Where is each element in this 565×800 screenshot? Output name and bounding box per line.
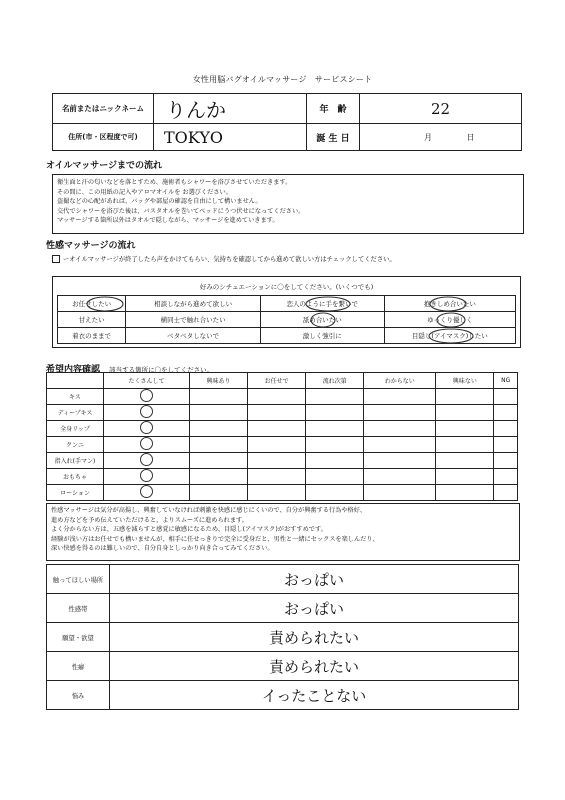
- answer-value[interactable]: おっぱい: [110, 565, 519, 594]
- consent-check-text: ーオイルマッサージが終了したら声をかけてもらい、気持ちを確認してから進めて欲しい方はチェックしてください。: [63, 256, 396, 263]
- notes-line: 経験が浅い方はお任せでも構いませんが、相手に任せっきりで完全に受身だと、男性と一緒にセックスを楽しんだり、: [51, 535, 379, 543]
- desire-cell[interactable]: [248, 452, 306, 468]
- situation-option[interactable]: 激しく強引に: [260, 328, 384, 344]
- desire-cell[interactable]: [104, 404, 190, 420]
- desire-cell[interactable]: [189, 436, 247, 452]
- desire-cell[interactable]: [494, 420, 518, 436]
- answers-table: [46, 564, 519, 710]
- desire-cell[interactable]: [248, 420, 306, 436]
- desire-cell[interactable]: [306, 484, 364, 500]
- desire-subheading: 該当する箇所に〇をしてください。: [109, 366, 214, 374]
- situation-option[interactable]: 目隠し(アイマスク)したい: [384, 328, 515, 344]
- circle-mark: [140, 469, 153, 482]
- sensual-flow-heading: 性感マッサージの流れ: [46, 241, 136, 251]
- circle-mark: [140, 453, 153, 466]
- desire-table: [46, 372, 518, 501]
- answer-value[interactable]: 責められたい: [110, 623, 519, 652]
- desire-cell[interactable]: [306, 388, 364, 404]
- desire-cell[interactable]: [306, 420, 364, 436]
- situation-caption: 好みのシチュエーションに〇をしてください。(いくつでも): [199, 283, 374, 291]
- desire-cell[interactable]: [364, 388, 436, 404]
- desire-cell[interactable]: [364, 404, 436, 420]
- desire-cell[interactable]: [306, 436, 364, 452]
- desire-cell[interactable]: [364, 484, 436, 500]
- desire-cell[interactable]: [189, 484, 247, 500]
- desire-cell[interactable]: [104, 436, 190, 452]
- desire-column-header: わからない: [364, 373, 436, 389]
- sheet-title: 女性用脳バグオイルマッサージ サービスシート: [192, 75, 373, 84]
- desire-cell[interactable]: [364, 436, 436, 452]
- oil-flow-line: 交代でシャワーを浴びた後は、バスタオルを巻いてベッドにうつ伏せになってください。: [57, 207, 305, 215]
- handwritten-circles-svg: [53, 277, 520, 347]
- notes-box: [46, 503, 520, 561]
- notes-line: 進め方などを予め伝えていただけると、よりスムーズに進められます。: [51, 516, 248, 524]
- oil-flow-heading: オイルマッサージまでの流れ: [46, 161, 163, 171]
- desire-cell[interactable]: [494, 436, 518, 452]
- answer-label: 触ってほしい場所: [47, 565, 110, 594]
- circle-mark: [437, 313, 465, 327]
- desire-cell[interactable]: [436, 484, 494, 500]
- notes-line: 性感マッサージは気分が高揚し、興奮していなければ刺激を快感に感じにくいので、自分が興奮する行為や格好、: [51, 507, 367, 514]
- situation-option[interactable]: ベタベタしないで: [126, 328, 261, 344]
- situation-option[interactable]: 相談しながら進めて欲しい: [126, 296, 261, 312]
- desire-row-label: ローション: [47, 484, 104, 500]
- circle-mark: [429, 329, 473, 343]
- desire-cell[interactable]: [494, 484, 518, 500]
- desire-column-header: 興味ない: [436, 373, 494, 389]
- situation-option[interactable]: 着衣のままで: [58, 328, 126, 344]
- desire-cell[interactable]: [248, 436, 306, 452]
- desire-cell[interactable]: [364, 468, 436, 484]
- desire-row-label: おもちゃ: [47, 468, 104, 484]
- circle-mark: [140, 485, 153, 498]
- name-value[interactable]: りんか: [154, 94, 307, 124]
- circle-mark: [430, 297, 466, 311]
- desire-cell[interactable]: [436, 388, 494, 404]
- situation-option[interactable]: 甘えたい: [58, 312, 126, 328]
- desire-cell[interactable]: [189, 468, 247, 484]
- circle-mark: [140, 405, 153, 418]
- oil-flow-line: マッサージする箇所以外はタオルで隠しながら、マッサージを進めていきます。: [57, 217, 279, 224]
- desire-cell[interactable]: [494, 388, 518, 404]
- answer-label: 願望・欲望: [47, 623, 110, 652]
- desire-cell[interactable]: [306, 468, 364, 484]
- desire-cell[interactable]: [494, 468, 518, 484]
- desire-cell[interactable]: [436, 420, 494, 436]
- situation-option[interactable]: 恋人のように手を繋いで: [260, 296, 384, 312]
- desire-cell[interactable]: [364, 452, 436, 468]
- profile-table: [52, 93, 522, 151]
- name-label: 名前またはニックネーム: [53, 94, 154, 124]
- notes-line: よく分からない方は、五感を減らすと感覚に敏感になるため、目隠し(アイマスク)がおすすめです。: [51, 526, 327, 533]
- answer-value[interactable]: イったことない: [110, 681, 519, 710]
- desire-column-header: 興味あり: [189, 373, 247, 389]
- desire-heading: 希望内容確認: [46, 365, 101, 375]
- desire-corner-cell: [47, 373, 104, 389]
- desire-column-header: たくさんして: [104, 373, 190, 389]
- circle-mark: [87, 297, 123, 311]
- desire-cell[interactable]: [306, 452, 364, 468]
- situation-option[interactable]: 横同士で触れ合いたい: [126, 312, 261, 328]
- desire-cell[interactable]: [436, 436, 494, 452]
- desire-cell[interactable]: [364, 420, 436, 436]
- circle-mark: [311, 313, 335, 327]
- answer-label: 性感帯: [47, 594, 110, 623]
- desire-row-label: 全身リップ: [47, 420, 104, 436]
- situation-option[interactable]: お任せしたい: [58, 296, 126, 312]
- desire-cell[interactable]: [494, 452, 518, 468]
- birthday-label: 誕 生 日: [307, 124, 360, 151]
- age-label: 年 齢: [307, 94, 360, 124]
- desire-column-header: NG: [494, 373, 518, 389]
- desire-cell[interactable]: [248, 388, 306, 404]
- answer-label: 性癖: [47, 652, 110, 681]
- desire-cell[interactable]: [306, 404, 364, 420]
- desire-cell[interactable]: [189, 452, 247, 468]
- circle-mark: [140, 437, 153, 450]
- desire-cell[interactable]: [436, 452, 494, 468]
- situation-box: [52, 276, 521, 348]
- consent-checkbox[interactable]: [52, 255, 60, 263]
- age-value[interactable]: 22: [360, 94, 522, 124]
- desire-cell[interactable]: [104, 420, 190, 436]
- answer-label: 悩み: [47, 681, 110, 710]
- desire-cell[interactable]: [104, 484, 190, 500]
- oil-flow-box: [52, 174, 524, 234]
- answer-value[interactable]: おっぱい: [110, 594, 519, 623]
- desire-cell[interactable]: [494, 404, 518, 420]
- situation-option[interactable]: ゆっくり優しく: [384, 312, 515, 328]
- circle-mark: [140, 421, 153, 434]
- circle-mark: [306, 297, 350, 311]
- desire-cell[interactable]: [104, 388, 190, 404]
- answer-value[interactable]: 責められたい: [110, 652, 519, 681]
- desire-column-header: 流れ次第: [306, 373, 364, 389]
- desire-cell[interactable]: [248, 468, 306, 484]
- month-label: 月: [424, 132, 432, 142]
- desire-row-label: 指入れ(手マン): [47, 452, 104, 468]
- desire-cell[interactable]: [189, 388, 247, 404]
- address-label: 住所(市・区程度で可): [53, 124, 154, 151]
- desire-row-label: ディープキス: [47, 404, 104, 420]
- day-label: 日: [466, 132, 475, 142]
- desire-cell[interactable]: [189, 420, 247, 436]
- desire-cell[interactable]: [436, 468, 494, 484]
- desire-cell[interactable]: [436, 404, 494, 420]
- desire-cell[interactable]: [104, 452, 190, 468]
- address-value[interactable]: TOKYO: [154, 124, 307, 151]
- desire-row-label: クンニ: [47, 436, 104, 452]
- situation-option[interactable]: 抱きしめ合いたい: [384, 296, 515, 312]
- oil-flow-line: その間に、この用紙の記入やアロマオイルを お選びください。: [57, 188, 232, 196]
- situation-option[interactable]: 舐め合いたい: [260, 312, 384, 328]
- notes-line: 深い快感を得るのは難しいので、自分自身としっかり向き合ってみてください。: [51, 545, 274, 552]
- desire-cell[interactable]: [189, 404, 247, 420]
- desire-row-label: キス: [47, 388, 104, 404]
- desire-cell[interactable]: [248, 404, 306, 420]
- sensual-check-row: [52, 254, 396, 263]
- desire-column-header: お任せで: [248, 373, 306, 389]
- circle-mark: [140, 389, 153, 402]
- birthday-field[interactable]: [360, 124, 522, 151]
- desire-cell[interactable]: [248, 484, 306, 500]
- oil-flow-line: 盗撮などの心配があれば、バッグや部屋の確認を自由にして構いません。: [57, 198, 262, 205]
- desire-cell[interactable]: [104, 468, 190, 484]
- oil-flow-line: 衛生面と汗の匂いなどを落とすため、施術者もシャワーを浴びさせていただきます。: [57, 179, 292, 186]
